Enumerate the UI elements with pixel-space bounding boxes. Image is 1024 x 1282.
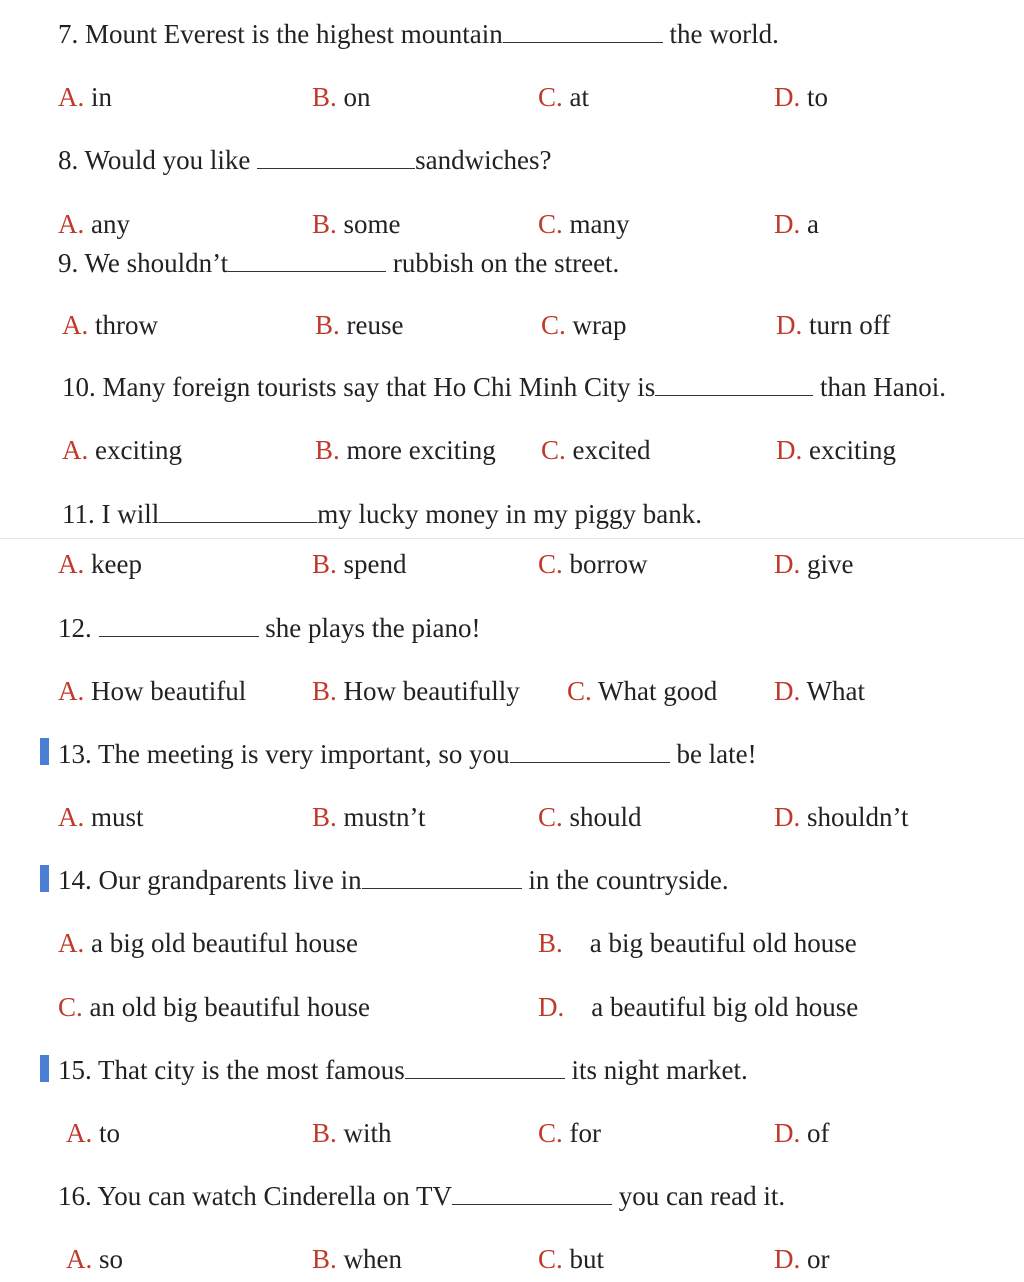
option-b[interactable] <box>312 208 401 240</box>
question-text-after: in the countryside. <box>528 865 729 895</box>
question-number: 8. <box>58 145 79 175</box>
option-a[interactable] <box>58 675 246 707</box>
option-letter: C. <box>538 549 563 579</box>
option-b[interactable] <box>312 1243 402 1275</box>
option-text: How beautifully <box>343 676 520 706</box>
option-letter: C. <box>538 82 563 112</box>
option-letter: B. <box>312 676 337 706</box>
option-letter: C. <box>567 676 592 706</box>
option-letter: C. <box>538 1244 563 1274</box>
option-letter: B. <box>315 435 340 465</box>
option-text: shouldn’t <box>807 802 909 832</box>
option-a[interactable] <box>66 1243 123 1275</box>
question-text-after: you can read it. <box>618 1181 786 1211</box>
answer-blank[interactable] <box>405 1056 565 1079</box>
answer-blank[interactable] <box>510 740 670 763</box>
question-number: 13. <box>58 739 92 769</box>
option-b[interactable] <box>312 801 426 833</box>
question-text-after: be late! <box>676 739 757 769</box>
option-letter: B. <box>538 928 563 958</box>
option-c[interactable] <box>567 675 717 707</box>
option-d[interactable] <box>774 81 828 113</box>
option-text: excited <box>572 435 651 465</box>
question-number: 10. <box>62 372 96 402</box>
option-letter: D. <box>774 1244 801 1274</box>
answer-blank[interactable] <box>99 614 259 637</box>
option-text: reuse <box>346 310 404 340</box>
option-text: with <box>343 1118 392 1148</box>
option-text: to <box>99 1118 121 1148</box>
option-letter: A. <box>58 82 85 112</box>
option-b[interactable] <box>312 675 520 707</box>
option-letter: B. <box>312 82 337 112</box>
question-number: 12. <box>58 613 92 643</box>
option-text: a <box>807 209 819 239</box>
answer-blank[interactable] <box>257 146 415 169</box>
option-a[interactable] <box>66 1117 120 1149</box>
option-letter: D. <box>774 82 801 112</box>
option-text: to <box>807 82 829 112</box>
question-9 <box>58 247 619 279</box>
option-letter: D. <box>774 676 801 706</box>
option-text: any <box>91 209 130 239</box>
option-letter: D. <box>538 992 565 1022</box>
option-text: of <box>807 1118 830 1148</box>
option-a[interactable] <box>62 309 158 341</box>
question-number: 15. <box>58 1055 92 1085</box>
option-text: exciting <box>809 435 896 465</box>
option-a[interactable] <box>58 927 358 959</box>
question-text-after: rubbish on the street. <box>392 248 620 278</box>
option-letter: B. <box>312 209 337 239</box>
question-text-after: the world. <box>669 19 779 49</box>
option-d[interactable] <box>774 548 854 580</box>
option-letter: D. <box>776 435 803 465</box>
question-text-before: You can watch Cinderella on TV <box>97 1181 452 1211</box>
option-a[interactable] <box>58 548 142 580</box>
option-text: throw <box>95 310 158 340</box>
option-letter: A. <box>58 676 85 706</box>
option-letter: A. <box>62 435 89 465</box>
bookmark-marker-icon <box>40 738 49 765</box>
option-letter: C. <box>538 209 563 239</box>
question-text-after: sandwiches? <box>415 145 552 175</box>
option-letter: D. <box>774 549 801 579</box>
option-letter: B. <box>312 1118 337 1148</box>
option-c[interactable] <box>541 434 650 466</box>
option-c[interactable] <box>538 801 642 833</box>
option-text: should <box>569 802 642 832</box>
option-letter: C. <box>541 435 566 465</box>
option-letter: C. <box>538 802 563 832</box>
option-text: mustn’t <box>343 802 426 832</box>
option-text: when <box>343 1244 402 1274</box>
option-text: many <box>569 209 630 239</box>
answer-blank[interactable] <box>655 373 813 396</box>
question-14 <box>58 864 729 896</box>
answer-blank[interactable] <box>159 500 317 523</box>
question-12 <box>58 612 480 644</box>
question-text-after: my lucky money in my piggy bank. <box>317 499 702 529</box>
option-letter: A. <box>58 209 85 239</box>
question-number: 7. <box>58 19 79 49</box>
bookmark-marker-icon <box>40 1055 49 1082</box>
question-text-before: That city is the most famous <box>98 1055 405 1085</box>
question-text-before: Our grandparents live in <box>98 865 362 895</box>
option-d[interactable] <box>774 675 865 707</box>
option-b[interactable] <box>312 548 407 580</box>
option-letter: A. <box>58 802 85 832</box>
question-text-after: she plays the piano! <box>265 613 481 643</box>
question-15 <box>58 1054 748 1086</box>
option-a[interactable] <box>58 208 130 240</box>
option-text: a beautiful big old house <box>591 992 859 1022</box>
option-text: but <box>569 1244 605 1274</box>
option-letter: B. <box>312 1244 337 1274</box>
option-text: so <box>99 1244 124 1274</box>
option-b[interactable] <box>312 81 371 113</box>
question-7 <box>58 18 779 50</box>
option-letter: D. <box>774 802 801 832</box>
option-text: keep <box>91 549 142 579</box>
option-letter: D. <box>774 209 801 239</box>
option-text: turn off <box>809 310 891 340</box>
question-number: 9. <box>58 248 79 278</box>
answer-blank[interactable] <box>362 866 522 889</box>
option-letter: A. <box>58 928 85 958</box>
question-10 <box>62 371 946 403</box>
answer-blank[interactable] <box>228 249 386 272</box>
option-letter: A. <box>66 1244 93 1274</box>
bookmark-marker-icon <box>40 865 49 892</box>
option-text: more exciting <box>346 435 496 465</box>
option-letter: C. <box>538 1118 563 1148</box>
option-text: some <box>343 209 401 239</box>
option-letter: A. <box>66 1118 93 1148</box>
option-text: or <box>807 1244 830 1274</box>
option-text: a big beautiful old house <box>589 928 857 958</box>
option-text: spend <box>343 549 407 579</box>
question-16 <box>58 1180 785 1212</box>
option-b[interactable] <box>312 1117 392 1149</box>
question-number: 16. <box>58 1181 92 1211</box>
question-text-before: Mount Everest is the highest mountain <box>85 19 503 49</box>
option-a[interactable] <box>58 801 144 833</box>
option-text: on <box>343 82 371 112</box>
option-c[interactable] <box>538 1243 604 1275</box>
option-letter: A. <box>58 549 85 579</box>
option-letter: D. <box>776 310 803 340</box>
option-letter: A. <box>62 310 89 340</box>
option-b[interactable] <box>538 927 857 959</box>
option-b[interactable] <box>315 434 496 466</box>
option-text: a big old beautiful house <box>91 928 358 958</box>
option-text: give <box>807 549 854 579</box>
option-text: at <box>569 82 590 112</box>
question-text-after: than Hanoi. <box>820 372 946 402</box>
option-d[interactable] <box>776 434 896 466</box>
option-d[interactable] <box>776 309 890 341</box>
option-d[interactable] <box>774 801 909 833</box>
question-number: 11. <box>62 499 95 529</box>
option-letter: C. <box>58 992 83 1022</box>
option-c[interactable] <box>538 548 648 580</box>
option-letter: B. <box>312 802 337 832</box>
question-text-before: We shouldn’t <box>84 248 229 278</box>
option-letter: B. <box>315 310 340 340</box>
question-text-before: The meeting is very important, so you <box>98 739 510 769</box>
option-text: for <box>569 1118 601 1148</box>
option-letter: B. <box>312 549 337 579</box>
option-d[interactable] <box>774 1243 830 1275</box>
option-a[interactable] <box>58 81 112 113</box>
option-letter: D. <box>774 1118 801 1148</box>
question-number: 14. <box>58 865 92 895</box>
option-c[interactable] <box>58 991 370 1023</box>
option-text: an old big beautiful house <box>89 992 370 1022</box>
question-8 <box>58 144 552 176</box>
section-divider <box>0 538 1024 539</box>
option-c[interactable] <box>538 81 589 113</box>
question-13 <box>58 738 757 770</box>
question-text-after: its night market. <box>571 1055 748 1085</box>
option-text: in <box>91 82 113 112</box>
option-text: What good <box>598 676 718 706</box>
option-text: What <box>806 676 865 706</box>
option-text: exciting <box>95 435 182 465</box>
question-text-before: I will <box>101 499 160 529</box>
option-text: must <box>91 802 144 832</box>
option-text: wrap <box>572 310 627 340</box>
option-c[interactable] <box>538 1117 601 1149</box>
answer-blank[interactable] <box>452 1182 612 1205</box>
question-text-before: Many foreign tourists say that Ho Chi Minh City is <box>102 372 656 402</box>
question-text-before: Would you like <box>84 145 251 175</box>
option-letter: C. <box>541 310 566 340</box>
option-text: How beautiful <box>91 676 247 706</box>
option-a[interactable] <box>62 434 182 466</box>
option-d[interactable] <box>774 1117 830 1149</box>
option-c[interactable] <box>538 208 630 240</box>
option-d[interactable] <box>538 991 858 1023</box>
question-11 <box>62 498 702 530</box>
answer-blank[interactable] <box>503 20 663 43</box>
option-c[interactable] <box>541 309 627 341</box>
option-d[interactable] <box>774 208 819 240</box>
option-b[interactable] <box>315 309 403 341</box>
option-text: borrow <box>569 549 648 579</box>
